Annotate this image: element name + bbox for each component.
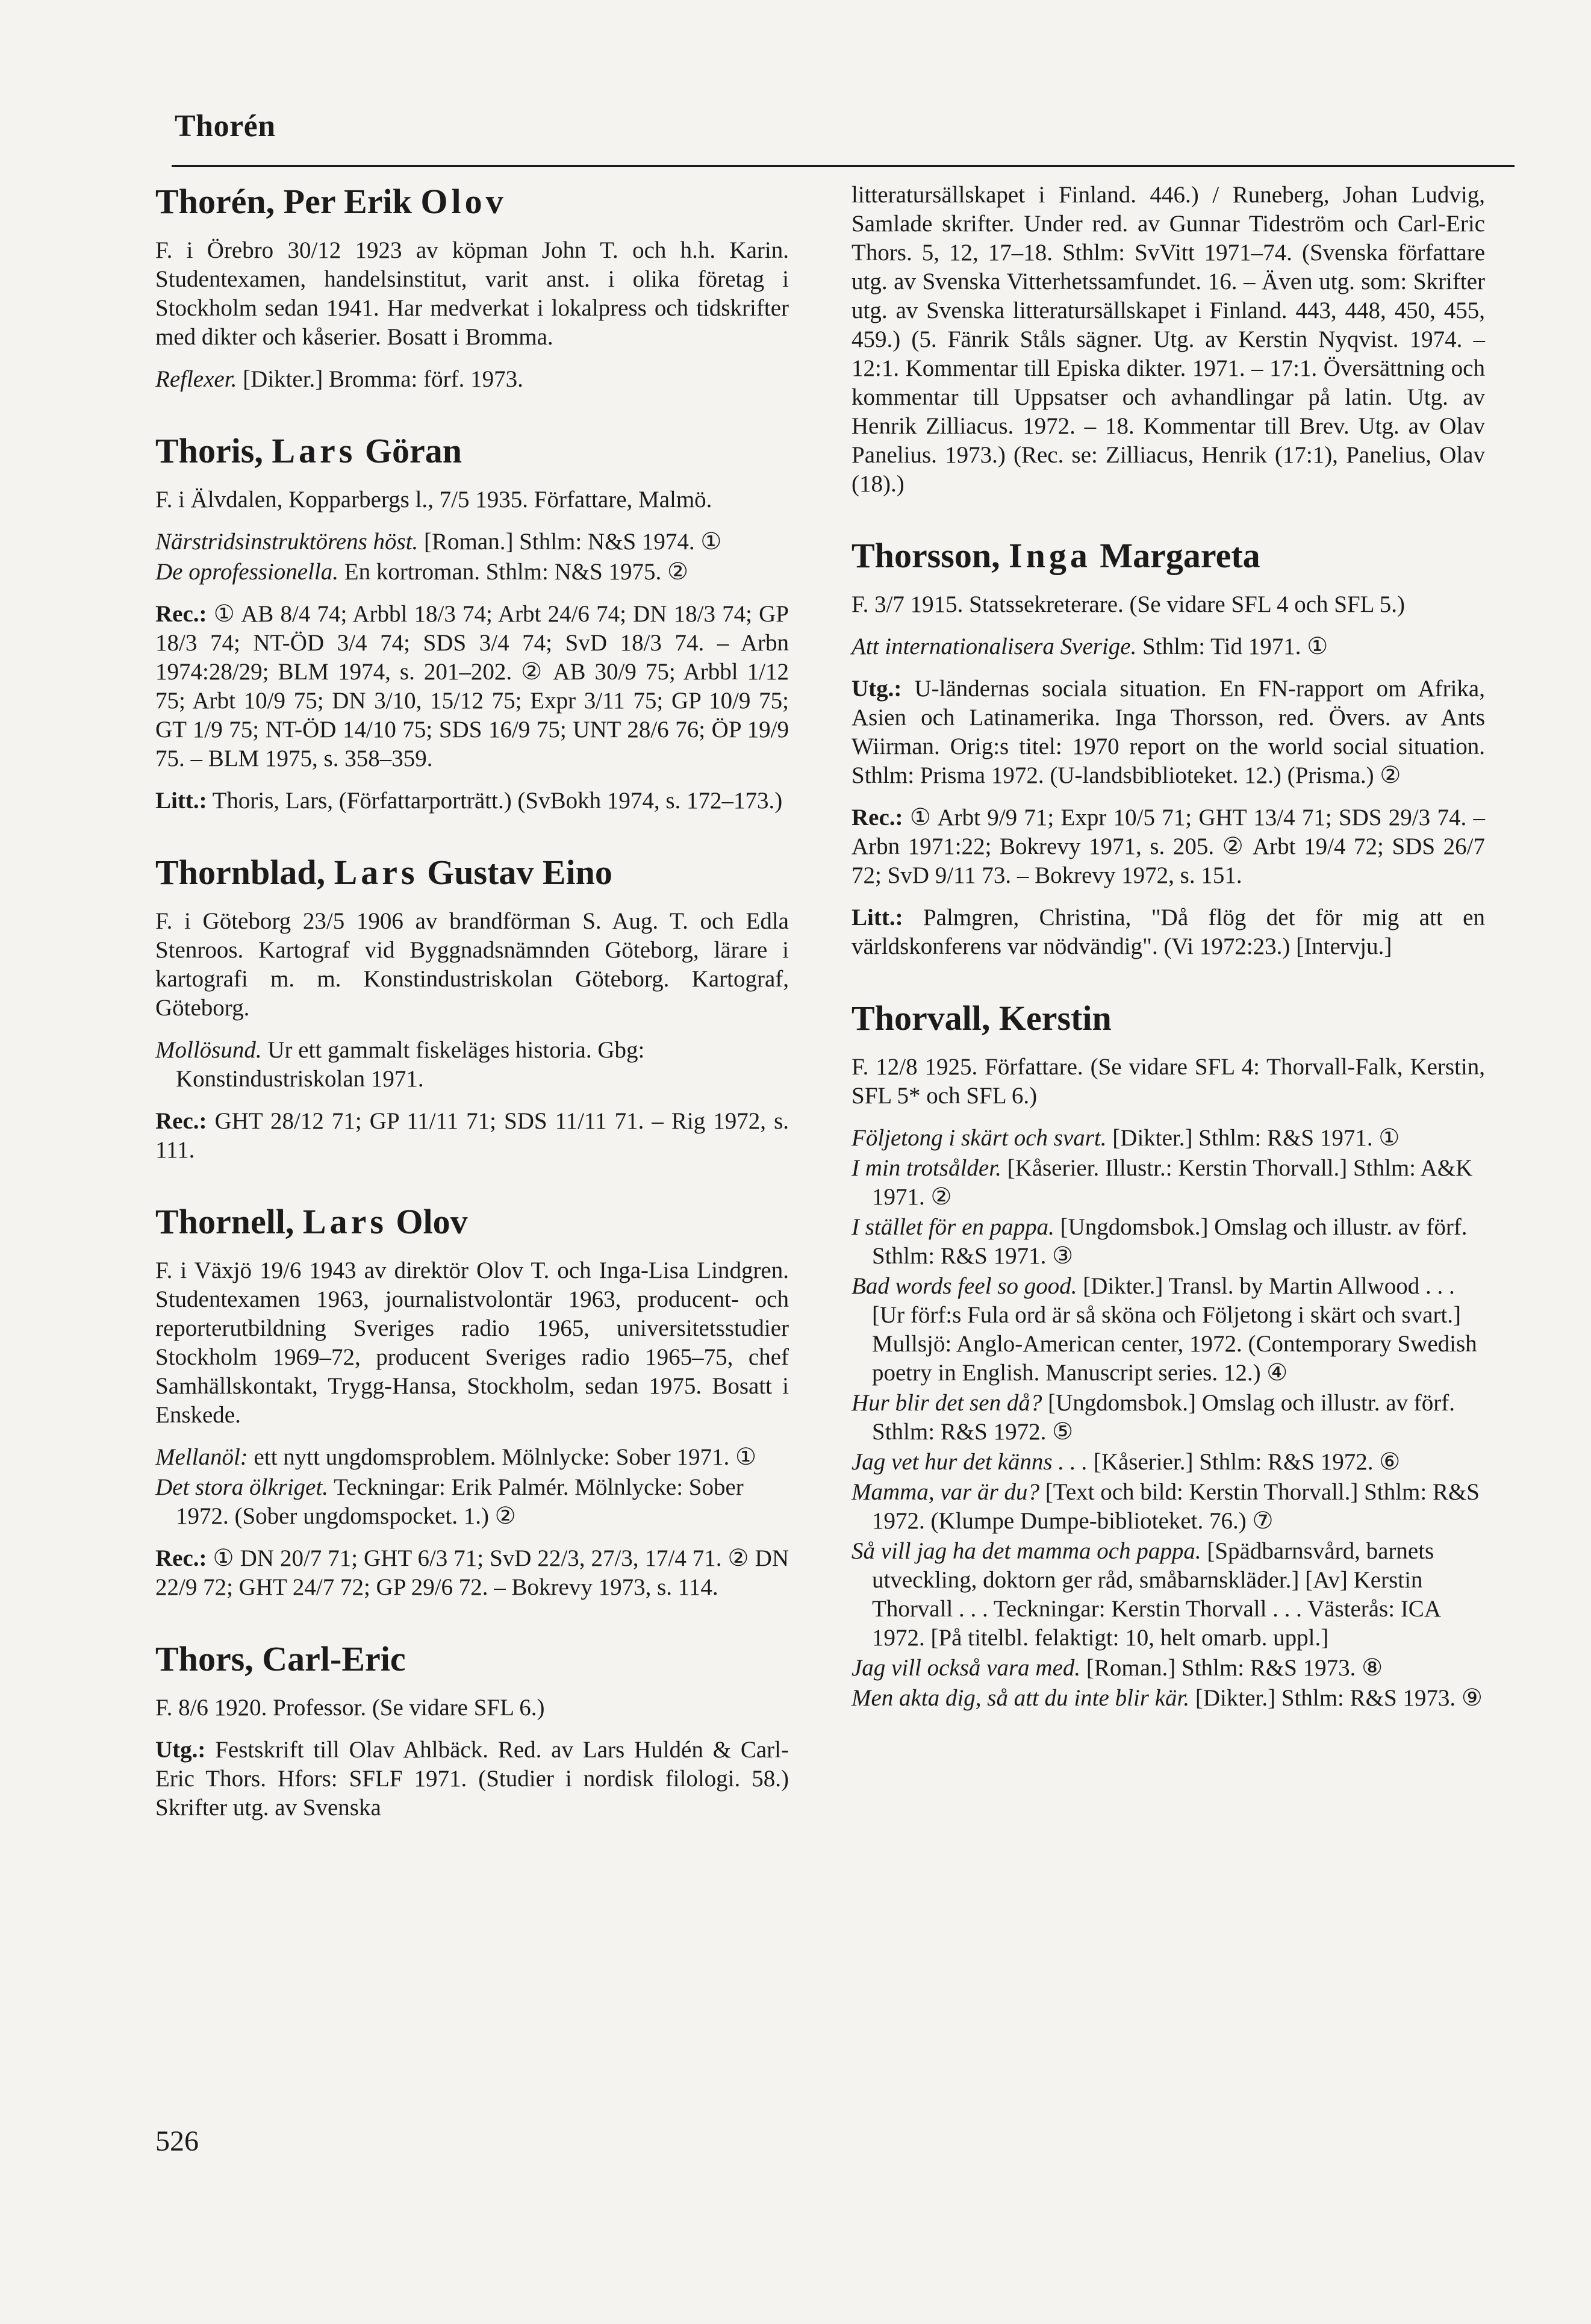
entry-heading: Thorsson, Inga Margareta: [852, 536, 1260, 575]
entry-bio: F. 8/6 1920. Professor. (Se vidare SFL 6.): [155, 1695, 545, 1721]
review-list: Rec.: ① AB 8/4 74; Arbbl 18/3 74; Arbt 24/6 74; DN 18/3 74; GP 18/3 74; NT-ÖD 3/4 74; SDS 3/4 74; SvD 18/3 74. – Arbn 1974:28/29; BLM 1974, s. 201–202. ② AB 30/9 75; Arbbl 1/12 75; Arbt 10/9 75; DN 3/10, 15/12 75; Expr 3/11 75; GP 10/9 75; GT 1/9 75; NT-ÖD 14/10 75; SDS 16/9 75; UNT 28/6 76; ÖP 19/9 75. – BLM 1975, s. 358–359.: [155, 601, 789, 771]
right-column: [852, 181, 1485, 1714]
entry-bio: F. i Växjö 19/6 1943 av direktör Olov T. och Inga-Lisa Lindgren. Studentexamen 1963, journalistvolontär 1963, producent- och reporterutbildning Sveriges radio 1965, universitetsstudier Stockholm 1969–72, producent Sveriges radio 1965–75, chef Samhällskontakt, Trygg-Hansa, Stockholm, sedan 1975. Bosatt i Enskede.: [155, 1257, 789, 1428]
edited-works: Utg.: U-ländernas sociala situation. En FN-rapport om Afrika, Asien och Latinamerika. Inga Thorsson, red. Övers. av Ants Wiirman. Orig:s titel: 1970 report on the world social situation. Sthlm: Prisma 1972. (U-landsbiblioteket. 12.) (Prisma.) ②: [852, 676, 1485, 788]
entry-heading: Thoris, Lars Göran: [155, 431, 462, 470]
work-item: Men akta dig, så att du inte blir kär. [Dikter.] Sthlm: R&S 1973. ⑨: [852, 1685, 1483, 1711]
entry-heading: Thors, Carl-Eric: [155, 1639, 406, 1678]
entry-bio: F. 3/7 1915. Statssekreterare. (Se vidare SFL 4 och SFL 5.): [852, 591, 1406, 617]
entry-thors-continued: [852, 181, 1485, 499]
edited-works-continued: litteratursällskapet i Finland. 446.) / Runeberg, Johan Ludvig, Samlade skrifter. Under red. av Gunnar Tideström och Carl-Eric Thors. 5, 12, 17–18. Sthlm: SvVitt 1971–74. (Svenska författare utg. av Svenska Vitterhetssamfundet. 16. – Även utg. som: Skrifter utg. av Svenska litteratursällskapet i Finland. 443, 448, 450, 455, 459.) (5. Fänrik Ståls sägner. Utg. av Kerstin Nyqvist. 1974. – 12:1. Kommentar till Episka dikter. 1971. – 17:1. Översättning och kommentar till Uppsatser och avhandlingar på latin. Utg. av Henrik Zilliacus. 1972. – 18. Kommentar till Brev. Utg. av Olav Panelius. 1973.) (Rec. se: Zilliacus, Henrik (17:1), Panelius, Olav (18).): [852, 182, 1485, 497]
header-rule: [172, 165, 1515, 167]
entry-bio: F. i Älvdalen, Kopparbergs l., 7/5 1935. Författare, Malmö.: [155, 487, 712, 512]
entry-heading: Thornell, Lars Olov: [155, 1202, 468, 1241]
work-item: Det stora ölkriget. Teckningar: Erik Palmér. Mölnlycke: Sober 1972. (Sober ungdomspocket. 1.) ②: [155, 1474, 744, 1529]
work-item: De oprofessionella. En kortroman. Sthlm: N&S 1975. ②: [155, 559, 688, 585]
work-item: Reflexer. [Dikter.] Bromma: förf. 1973.: [155, 366, 523, 392]
work-item: Mellanöl: ett nytt ungdomsproblem. Mölnlycke: Sober 1971. ①: [155, 1444, 756, 1470]
work-item: Att internationalisera Sverige. Sthlm: Tid 1971. ①: [852, 634, 1328, 659]
work-item: Så vill jag ha det mamma och pappa. [Spädbarnsvård, barnets utveckling, doktorn ger råd, småbarnskläder.] [Av] Kerstin Thorvall . . . Teckningar: Kerstin Thorvall . . . Västerås: ICA 1972. [På titelbl. felaktigt: 10, helt omarb. uppl.]: [852, 1538, 1440, 1651]
literature-ref: Litt.: Palmgren, Christina, "Då flög det för mig att en världskonferens var nödvändig". (Vi 1972:23.) [Intervju.]: [852, 905, 1485, 959]
work-item: Hur blir det sen då? [Ungdomsbok.] Omslag och illustr. av förf. Sthlm: R&S 1972. ⑤: [852, 1390, 1455, 1445]
left-column: [155, 181, 789, 1836]
work-item: Följetong i skärt och svart. [Dikter.] Sthlm: R&S 1971. ①: [852, 1125, 1400, 1151]
work-item: Närstridsinstruktörens höst. [Roman.] Sthlm: N&S 1974. ①: [155, 529, 722, 555]
work-item: Mollösund. Ur ett gammalt fiskeläges historia. Gbg: Konstindustriskolan 1971.: [155, 1037, 645, 1092]
review-list: Rec.: ① Arbt 9/9 71; Expr 10/5 71; GHT 13/4 71; SDS 29/3 74. – Arbn 1971:22; Bokrevy 1971, s. 205. ② Arbt 19/4 72; SDS 26/7 72; SvD 9/11 73. – Bokrevy 1972, s. 151.: [852, 805, 1485, 888]
page-number: 526: [155, 2125, 199, 2157]
work-item: I stället för en pappa. [Ungdomsbok.] Omslag och illustr. av förf. Sthlm: R&S 1971. ③: [852, 1214, 1468, 1269]
entry-heading: Thornblad, Lars Gustav Eino: [155, 853, 612, 892]
entry-thornblad: [155, 852, 789, 1165]
work-item: Jag vill också vara med. [Roman.] Sthlm: R&S 1973. ⑧: [852, 1655, 1383, 1681]
entry-thornell: [155, 1201, 789, 1602]
entry-bio: F. i Göteborg 23/5 1906 av brandförman S. Aug. T. och Edla Stenroos. Kartograf vid Byggnadsnämnden Göteborg, lärare i kartografi m. m. Konstindustriskolan Göteborg. Kartograf, Göteborg.: [155, 908, 789, 1021]
work-item: I min trotsålder. [Kåserier. Illustr.: Kerstin Thorvall.] Sthlm: A&K 1971. ②: [852, 1155, 1473, 1210]
entry-thoren: [155, 181, 789, 394]
review-list: Rec.: GHT 28/12 71; GP 11/11 71; SDS 11/11 71. – Rig 1972, s. 111.: [155, 1108, 789, 1163]
work-item: Bad words feel so good. [Dikter.] Transl. by Martin Allwood . . . [Ur förf:s Fula ord är så sköna och Följetong i skärt och svart.] Mullsjö: Anglo-American center, 1972. (Contemporary Swedish poetry in English. Manuscript series. 12.) ④: [852, 1273, 1477, 1386]
entry-bio: F. 12/8 1925. Författare. (Se vidare SFL 4: Thorvall-Falk, Kerstin, SFL 5* och SFL 6.): [852, 1054, 1485, 1109]
review-list: Rec.: ① DN 20/7 71; GHT 6/3 71; SvD 22/3, 27/3, 17/4 71. ② DN 22/9 72; GHT 24/7 72; GP 29/6 72. – Bokrevy 1973, s. 114.: [155, 1545, 789, 1600]
running-head: Thorén: [175, 109, 276, 143]
work-item: Mamma, var är du? [Text och bild: Kerstin Thorvall.] Sthlm: R&S 1972. (Klumpe Dumpe-biblioteket. 76.) ⑦: [852, 1479, 1480, 1534]
entry-thors: [155, 1638, 789, 1822]
edited-works: Utg.: Festskrift till Olav Ahlbäck. Red. av Lars Huldén & Carl-Eric Thors. Hfors: SFLF 1971. (Studier i nordisk filologi. 58.) Skrifter utg. av Svenska: [155, 1737, 789, 1821]
entry-heading: Thorvall, Kerstin: [852, 998, 1112, 1038]
entry-thorvall: [852, 997, 1485, 1713]
entry-heading: Thorén, Per Erik Olov: [155, 182, 507, 221]
entry-thorsson: [852, 535, 1485, 961]
literature-ref: Litt.: Thoris, Lars, (Författarporträtt.) (SvBokh 1974, s. 172–173.): [155, 788, 783, 814]
entry-thoris: [155, 430, 789, 815]
work-item: Jag vet hur det känns . . . [Kåserier.] Sthlm: R&S 1972. ⑥: [852, 1449, 1401, 1475]
entry-bio: F. i Örebro 30/12 1923 av köpman John T. och h.h. Karin. Studentexamen, handelsinstitut, varit anst. i olika företag i Stockholm sedan 1941. Har medverkat i lokalpress och tidskrifter med dikter och kåserier. Bosatt i Bromma.: [155, 237, 789, 350]
